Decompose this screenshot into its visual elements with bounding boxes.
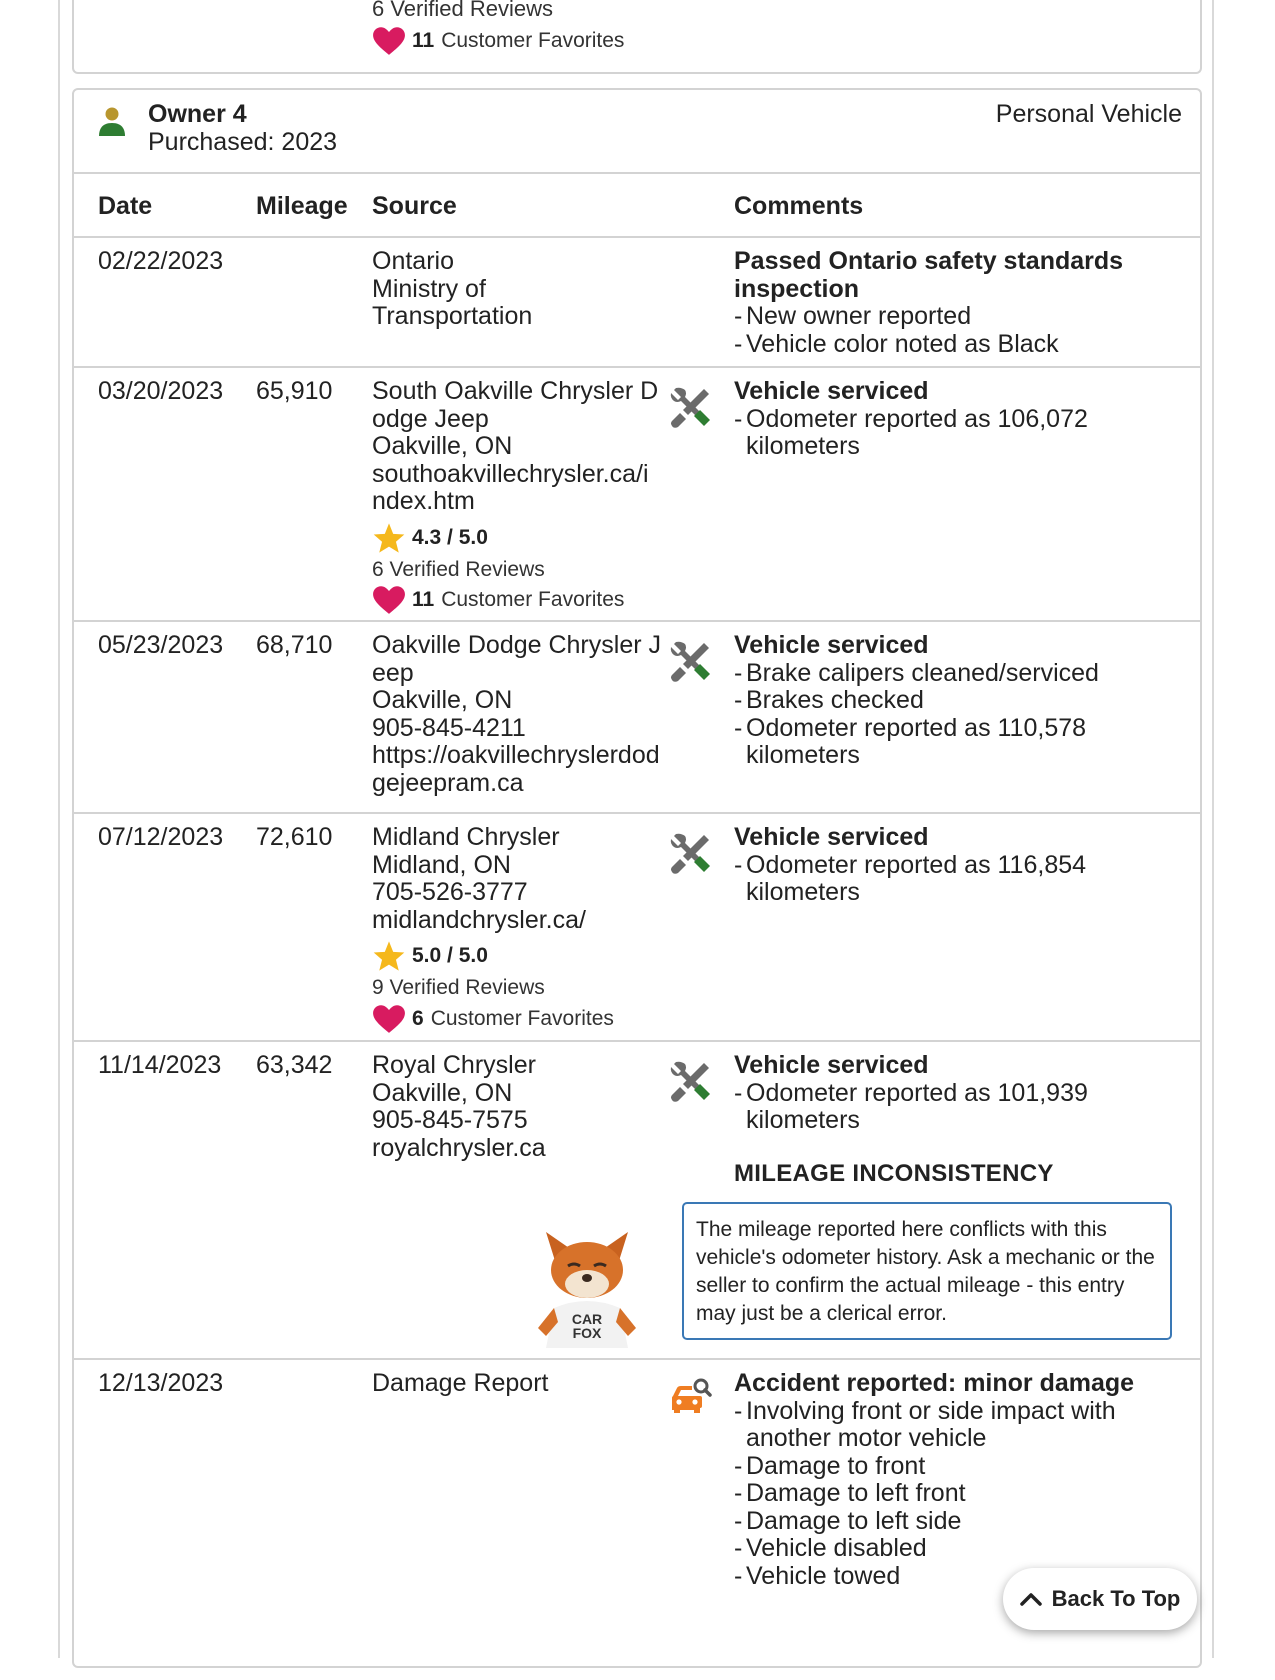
table-row bbox=[74, 368, 1200, 622]
heart-icon bbox=[372, 26, 406, 56]
source-phone[interactable]: 705-526-3777 bbox=[372, 878, 528, 906]
comment-item: - Odometer reported as 116,854 kilometers bbox=[734, 850, 1087, 906]
service-wrench-icon bbox=[668, 640, 712, 684]
previous-owner-card bbox=[72, 0, 1202, 74]
damage-car-icon bbox=[668, 1374, 712, 1418]
header-source: Source bbox=[372, 192, 457, 220]
owner-purchased: Purchased: 2023 bbox=[148, 128, 338, 156]
dealer-rating: 4.3 / 5.0 bbox=[372, 522, 662, 554]
source-name: Midland Chrysler bbox=[372, 823, 560, 851]
source-line: Transportation bbox=[372, 302, 533, 330]
row-source bbox=[372, 824, 662, 1034]
comment-item: - Odometer reported as 110,578 kilometers bbox=[734, 713, 1087, 769]
row-source bbox=[372, 248, 662, 331]
customer-favorites: 6 Customer Favorites bbox=[372, 1004, 662, 1034]
verified-reviews[interactable]: 6 Verified Reviews bbox=[372, 0, 553, 21]
comment-title: Vehicle serviced bbox=[734, 377, 929, 405]
person-icon bbox=[98, 106, 126, 136]
comment-title: Vehicle serviced bbox=[734, 1051, 929, 1079]
comment-item: - Vehicle towed bbox=[734, 1561, 901, 1590]
table-header bbox=[74, 172, 1200, 238]
table-row bbox=[74, 814, 1200, 1042]
table-row bbox=[74, 238, 1200, 368]
mascot-shirt-text: CAR bbox=[571, 1311, 603, 1327]
row-date: 05/23/2023 bbox=[98, 631, 224, 659]
comment-item: - Brakes checked bbox=[734, 686, 924, 714]
row-date: 12/13/2023 bbox=[98, 1369, 224, 1397]
owner-header bbox=[74, 90, 1200, 174]
row-source bbox=[372, 378, 662, 615]
verified-reviews[interactable]: 6 Verified Reviews bbox=[372, 557, 545, 581]
row-comments bbox=[734, 632, 1174, 770]
comment-item: - Vehicle disabled bbox=[734, 1534, 927, 1562]
row-comments bbox=[734, 248, 1174, 358]
service-wrench-icon bbox=[668, 386, 712, 430]
source-location: Midland, ON bbox=[372, 850, 511, 879]
comment-title: Vehicle serviced bbox=[734, 823, 929, 851]
header-mileage: Mileage bbox=[256, 192, 348, 220]
row-mileage: 63,342 bbox=[256, 1051, 333, 1079]
source-line: Ministry of bbox=[372, 274, 486, 303]
chevron-up-icon bbox=[1020, 1592, 1042, 1606]
favorites-count: 11 bbox=[412, 29, 435, 52]
back-to-top-label: Back To Top bbox=[1051, 1586, 1181, 1611]
comment-item: - Damage to front bbox=[734, 1451, 926, 1480]
source-location: Oakville, ON bbox=[372, 432, 513, 460]
header-comments: Comments bbox=[734, 192, 864, 220]
row-comments bbox=[734, 378, 1174, 461]
comment-title: Accident reported: minor damage bbox=[734, 1369, 1135, 1397]
table-row bbox=[74, 622, 1200, 814]
row-source bbox=[372, 632, 662, 797]
owner-type: Personal Vehicle bbox=[995, 100, 1182, 128]
owner-title: Owner 4 bbox=[148, 100, 247, 128]
customer-favorites: 11 Customer Favorites bbox=[372, 585, 662, 615]
mileage-inconsistency-title: MILEAGE INCONSISTENCY bbox=[734, 1160, 1054, 1187]
dealer-rating: 5.0 / 5.0 bbox=[372, 940, 662, 972]
verified-reviews[interactable]: 9 Verified Reviews bbox=[372, 976, 545, 999]
row-source bbox=[372, 1052, 662, 1162]
source-name: Royal Chrysler bbox=[372, 1051, 536, 1079]
service-wrench-icon bbox=[668, 1060, 712, 1104]
source-phone[interactable]: 905-845-7575 bbox=[372, 1106, 528, 1134]
source-name: South Oakville Chrysler Dodge Jeep bbox=[372, 377, 659, 433]
mascot-shirt-text: FOX bbox=[572, 1325, 602, 1341]
source-line: Ontario bbox=[372, 247, 454, 275]
source-location: Oakville, ON bbox=[372, 686, 513, 714]
favorites-label: Customer Favorites bbox=[441, 29, 625, 52]
source-name: Oakville Dodge Chrysler Jeep bbox=[372, 631, 661, 687]
comment-item: - Involving front or side impact with another motor vehicle bbox=[734, 1396, 1116, 1452]
comment-item: - Odometer reported as 101,939 kilometers bbox=[734, 1078, 1088, 1134]
table-row bbox=[74, 1042, 1200, 1360]
row-comments bbox=[734, 824, 1174, 907]
comment-title: Vehicle serviced bbox=[734, 631, 929, 659]
mileage-inconsistency-message: The mileage reported here conflicts with this vehicle's odometer history. Ask a mechanic or the seller to confirm the actual mileage - this entry may just be a clerical error. bbox=[682, 1202, 1172, 1340]
row-date: 07/12/2023 bbox=[98, 823, 224, 851]
source-website-link[interactable]: southoakvillechrysler.ca/index.htm bbox=[372, 459, 649, 515]
row-date: 11/14/2023 bbox=[98, 1051, 222, 1079]
source-phone[interactable]: 905-845-4211 bbox=[372, 713, 526, 742]
row-comments bbox=[734, 1370, 1174, 1590]
star-icon bbox=[372, 522, 406, 554]
comment-item: - Odometer reported as 106,072 kilometers bbox=[734, 404, 1088, 460]
source-name: Damage Report bbox=[372, 1369, 549, 1397]
comment-item: - Brake calipers cleaned/serviced bbox=[734, 658, 1099, 687]
row-mileage: 65,910 bbox=[256, 377, 333, 405]
row-mileage: 72,610 bbox=[256, 823, 333, 851]
source-website-link[interactable]: https://oakvillechryslerdodgejeepram.ca bbox=[372, 741, 660, 797]
carfox-mascot-icon bbox=[532, 1224, 642, 1348]
row-comments bbox=[734, 1052, 1174, 1135]
back-to-top-button[interactable] bbox=[1003, 1568, 1197, 1630]
row-date: 03/20/2023 bbox=[98, 377, 224, 405]
heart-icon bbox=[372, 585, 406, 615]
comment-title: Passed Ontario safety standards inspection bbox=[734, 247, 1124, 303]
row-source bbox=[372, 1370, 662, 1398]
source-location: Oakville, ON bbox=[372, 1078, 513, 1107]
customer-favorites bbox=[372, 26, 624, 56]
service-wrench-icon bbox=[668, 832, 712, 876]
heart-icon bbox=[372, 1004, 406, 1034]
table-row bbox=[74, 1360, 1200, 1680]
star-icon bbox=[372, 940, 406, 972]
row-date: 02/22/2023 bbox=[98, 247, 224, 275]
comment-item: - Damage to left front bbox=[734, 1479, 966, 1507]
source-website-link[interactable]: midlandchrysler.ca/ bbox=[372, 905, 586, 934]
row-mileage: 68,710 bbox=[256, 631, 333, 659]
header-date: Date bbox=[98, 192, 153, 220]
comment-item: - New owner reported bbox=[734, 302, 972, 330]
comment-item: - Vehicle color noted as Black bbox=[734, 329, 1059, 358]
comment-item: - Damage to left side bbox=[734, 1506, 962, 1535]
owner-card bbox=[72, 88, 1202, 1668]
source-website-link[interactable]: royalchrysler.ca bbox=[372, 1133, 546, 1162]
